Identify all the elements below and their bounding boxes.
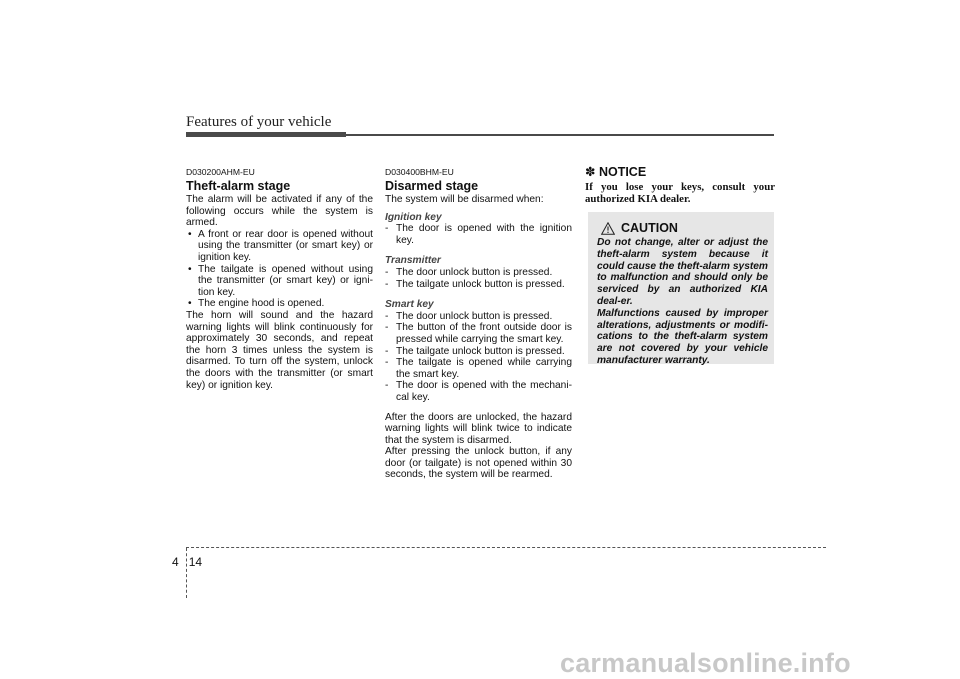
list-item: - The door is opened with the mechani-cal key. (385, 380, 572, 403)
list-item: - The door is opened with the ignition key. (385, 223, 572, 246)
caution-title: CAUTION (621, 221, 678, 235)
smart-key-list (385, 311, 572, 404)
warning-triangle-icon (601, 222, 615, 235)
section-intro: The system will be disarmed when: (385, 194, 544, 205)
chapter-number: 4 (172, 555, 179, 569)
rearm-note: After pressing the unlock button, if any door (or tailgate) is not opened within 30 seconds, the system will be rearmed. (385, 446, 572, 481)
watermark: carmanualsonline.info (560, 648, 851, 678)
caution-header (601, 221, 768, 235)
subhead-ignition-key: Ignition key (385, 211, 442, 223)
disarm-note: After the doors are unlocked, the hazard warning lights will blink twice to indicate that the system is disarmed. (385, 411, 572, 446)
section-code: D030200AHM-EU (186, 167, 255, 177)
list-item: - The door unlock button is pressed. (385, 311, 572, 323)
section-intro: The alarm will be activated if any of the following occurs while the system is armed. (186, 194, 373, 229)
notice-body: If you lose your keys, consult your authorized KIA dealer. (585, 181, 775, 205)
list-item: - The door unlock button is pressed. (385, 267, 572, 279)
subhead-smart-key: Smart key (385, 299, 434, 311)
trigger-list (186, 229, 373, 310)
column-notice (585, 165, 775, 205)
caution-box (588, 212, 774, 364)
section-code: D030400BHM-EU (385, 167, 454, 177)
caution-paragraph: Malfunctions caused by improper alterations, adjustments or modifi-cations to the theft-alarm system are not covered by your vehicle manufacturer warranty. (597, 307, 768, 366)
footer-rule (186, 547, 826, 548)
column-theft-alarm (186, 167, 373, 391)
ignition-key-list (385, 223, 572, 246)
section-title-disarmed: Disarmed stage (385, 179, 479, 193)
header-rule-thick (186, 132, 346, 137)
header-rule-thin (346, 134, 774, 136)
list-item: - The button of the front outside door is pressed while carrying the smart key. (385, 322, 572, 345)
subhead-transmitter: Transmitter (385, 255, 441, 267)
list-item: - The tailgate unlock button is pressed. (385, 279, 572, 291)
notice-title: ✽ NOTICE (585, 165, 647, 179)
list-item: • The engine hood is opened. (186, 298, 373, 310)
page-header-title: Features of your vehicle (186, 114, 332, 130)
caution-paragraph: Do not change, alter or adjust the theft-alarm system because it could cause the theft-alarm system to malfunction and should only be serviced by an authorized KIA deal-er. (597, 237, 768, 307)
list-item: - The tailgate unlock button is pressed. (385, 346, 572, 358)
list-item: • A front or rear door is opened without using the transmitter (or smart key) or ignition key. (186, 229, 373, 264)
list-item: • The tailgate is opened without using the transmitter (or smart key) or igni-tion key. (186, 264, 373, 299)
page-number (172, 555, 202, 569)
page-number-value: 14 (188, 555, 203, 569)
transmitter-list (385, 267, 572, 290)
section-title-theft-alarm: Theft-alarm stage (186, 179, 291, 193)
section-body: The horn will sound and the hazard warning lights will blink continuously for approximately 30 seconds, and repeat the horn 3 times unless the system is disarmed. To turn off the system, unlock the doors with the transmitter (or smart key) or ignition key. (186, 309, 373, 391)
column-disarmed (385, 167, 572, 481)
list-item: - The tailgate is opened while carrying the smart key. (385, 357, 572, 380)
